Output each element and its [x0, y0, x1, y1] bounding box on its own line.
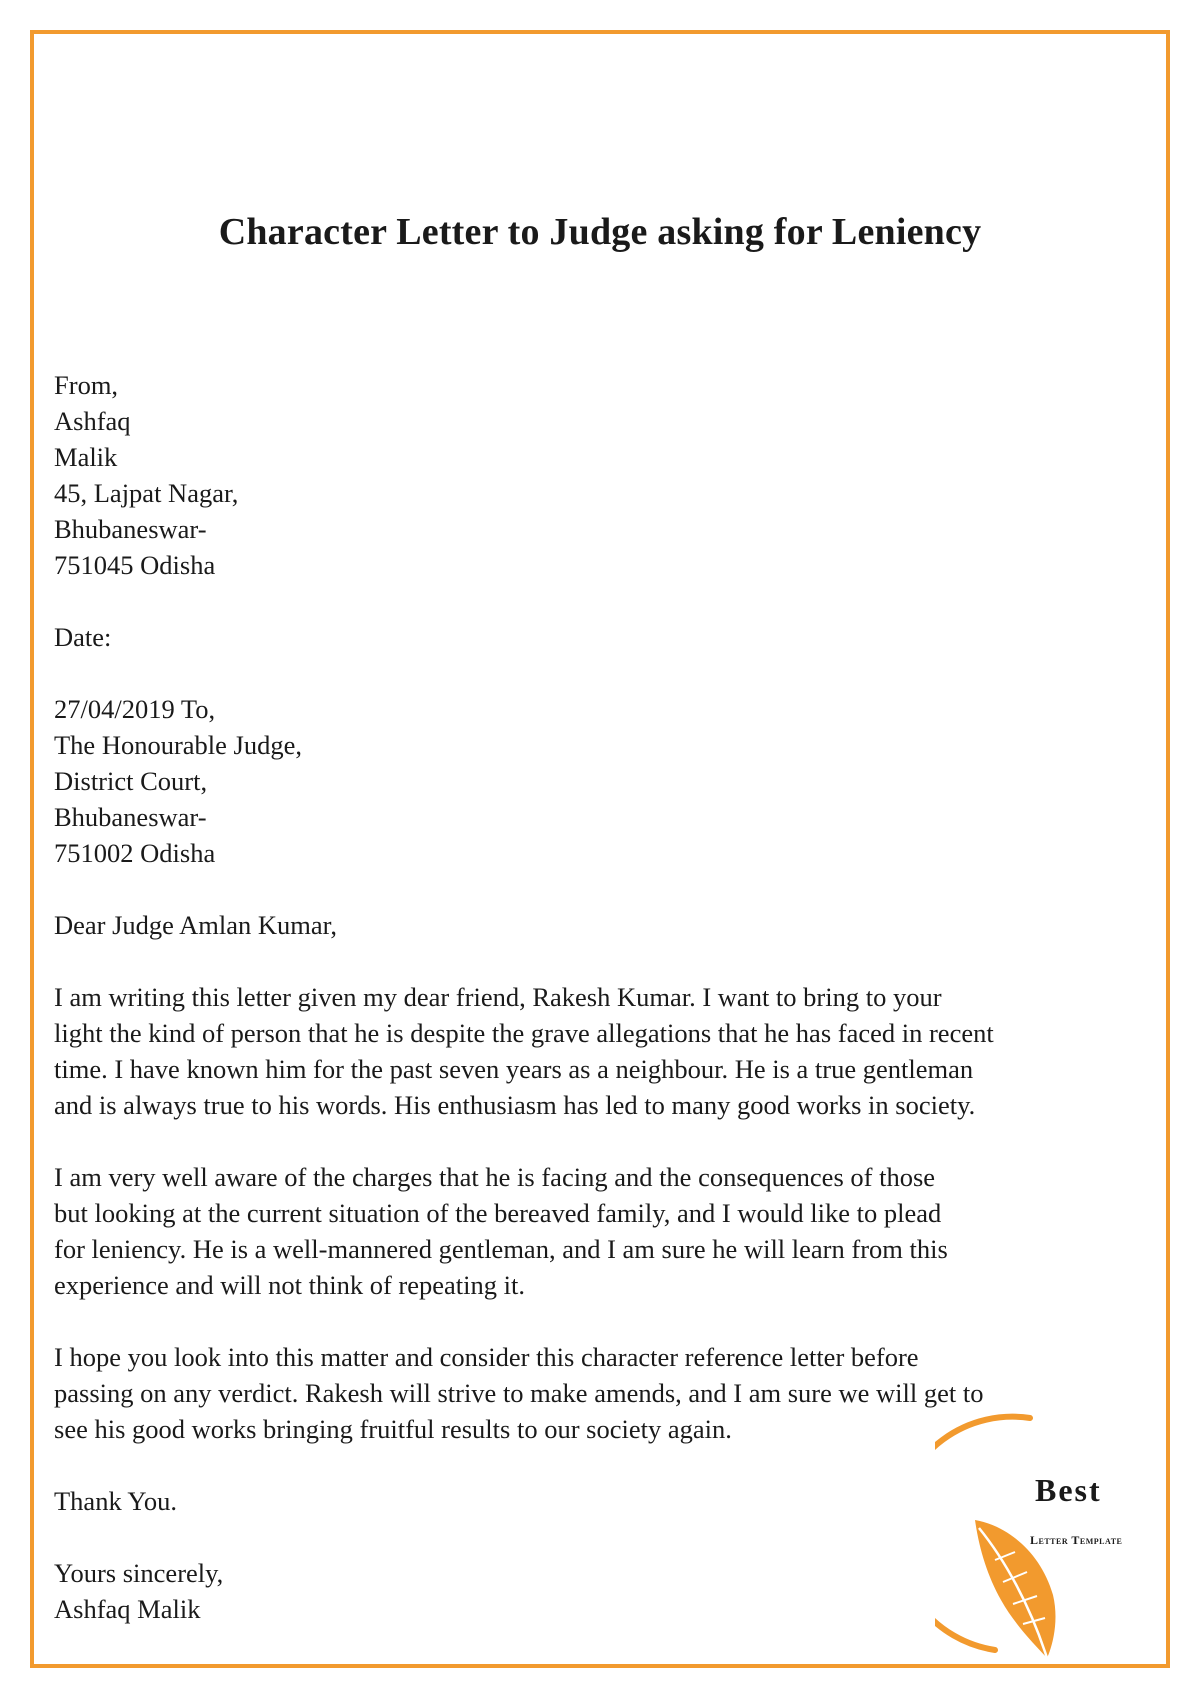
address-line: Malik — [54, 442, 118, 472]
signature-name: Ashfaq Malik — [54, 1594, 201, 1624]
thanks-line: Thank You. — [54, 1486, 177, 1516]
paragraph-line: but looking at the current situation of the bereaved family, and I would like to plead — [54, 1198, 942, 1228]
date-label: Date: — [54, 622, 112, 652]
address-line: 751045 Odisha — [54, 550, 216, 580]
address-line: 751002 Odisha — [54, 838, 216, 868]
sender-address — [54, 367, 1144, 583]
paragraph-line: time. I have known him for the past seven years as a neighbour. He is a true gentleman — [54, 1054, 974, 1084]
address-line: District Court, — [54, 766, 208, 796]
logo-title: Best — [1035, 1472, 1102, 1508]
paragraph-line: I hope you look into this matter and consider this character reference letter before — [54, 1342, 919, 1372]
closing-line: Yours sincerely, — [54, 1558, 224, 1588]
address-line: Bhubaneswar- — [54, 514, 207, 544]
paragraph-2 — [54, 1159, 1144, 1303]
address-line: The Honourable Judge, — [54, 730, 302, 760]
paragraph-1 — [54, 979, 1144, 1123]
paragraph-line: passing on any verdict. Rakesh will strive to make amends, and I am sure we will get to — [54, 1378, 984, 1408]
recipient-address — [54, 691, 1144, 871]
letter-title: Character Letter to Judge asking for Leniency — [218, 211, 982, 253]
paragraph-line: light the kind of person that he is despite the grave allegations that he has faced in recent — [54, 1018, 994, 1048]
paragraph-line: for leniency. He is a well-mannered gentleman, and I am sure he will learn from this — [54, 1234, 948, 1264]
paragraph-line: experience and will not think of repeating it. — [54, 1270, 525, 1300]
paragraph-line: I am very well aware of the charges that he is facing and the consequences of those — [54, 1162, 936, 1192]
salutation: Dear Judge Amlan Kumar, — [54, 910, 337, 940]
address-line: 27/04/2019 To, — [54, 694, 216, 724]
paragraph-line: see his good works bringing fruitful results to our society again. — [54, 1414, 732, 1444]
paragraph-line: and is always true to his words. His enthusiasm has led to many good works in society. — [54, 1090, 976, 1120]
paragraph-line: I am writing this letter given my dear friend, Rakesh Kumar. I want to bring to your — [54, 982, 942, 1012]
logo-subtitle: Letter Template — [1030, 1533, 1123, 1547]
address-line: 45, Lajpat Nagar, — [54, 478, 239, 508]
address-line: Bhubaneswar- — [54, 802, 207, 832]
address-line: From, — [54, 370, 119, 400]
address-line: Ashfaq — [54, 406, 131, 436]
